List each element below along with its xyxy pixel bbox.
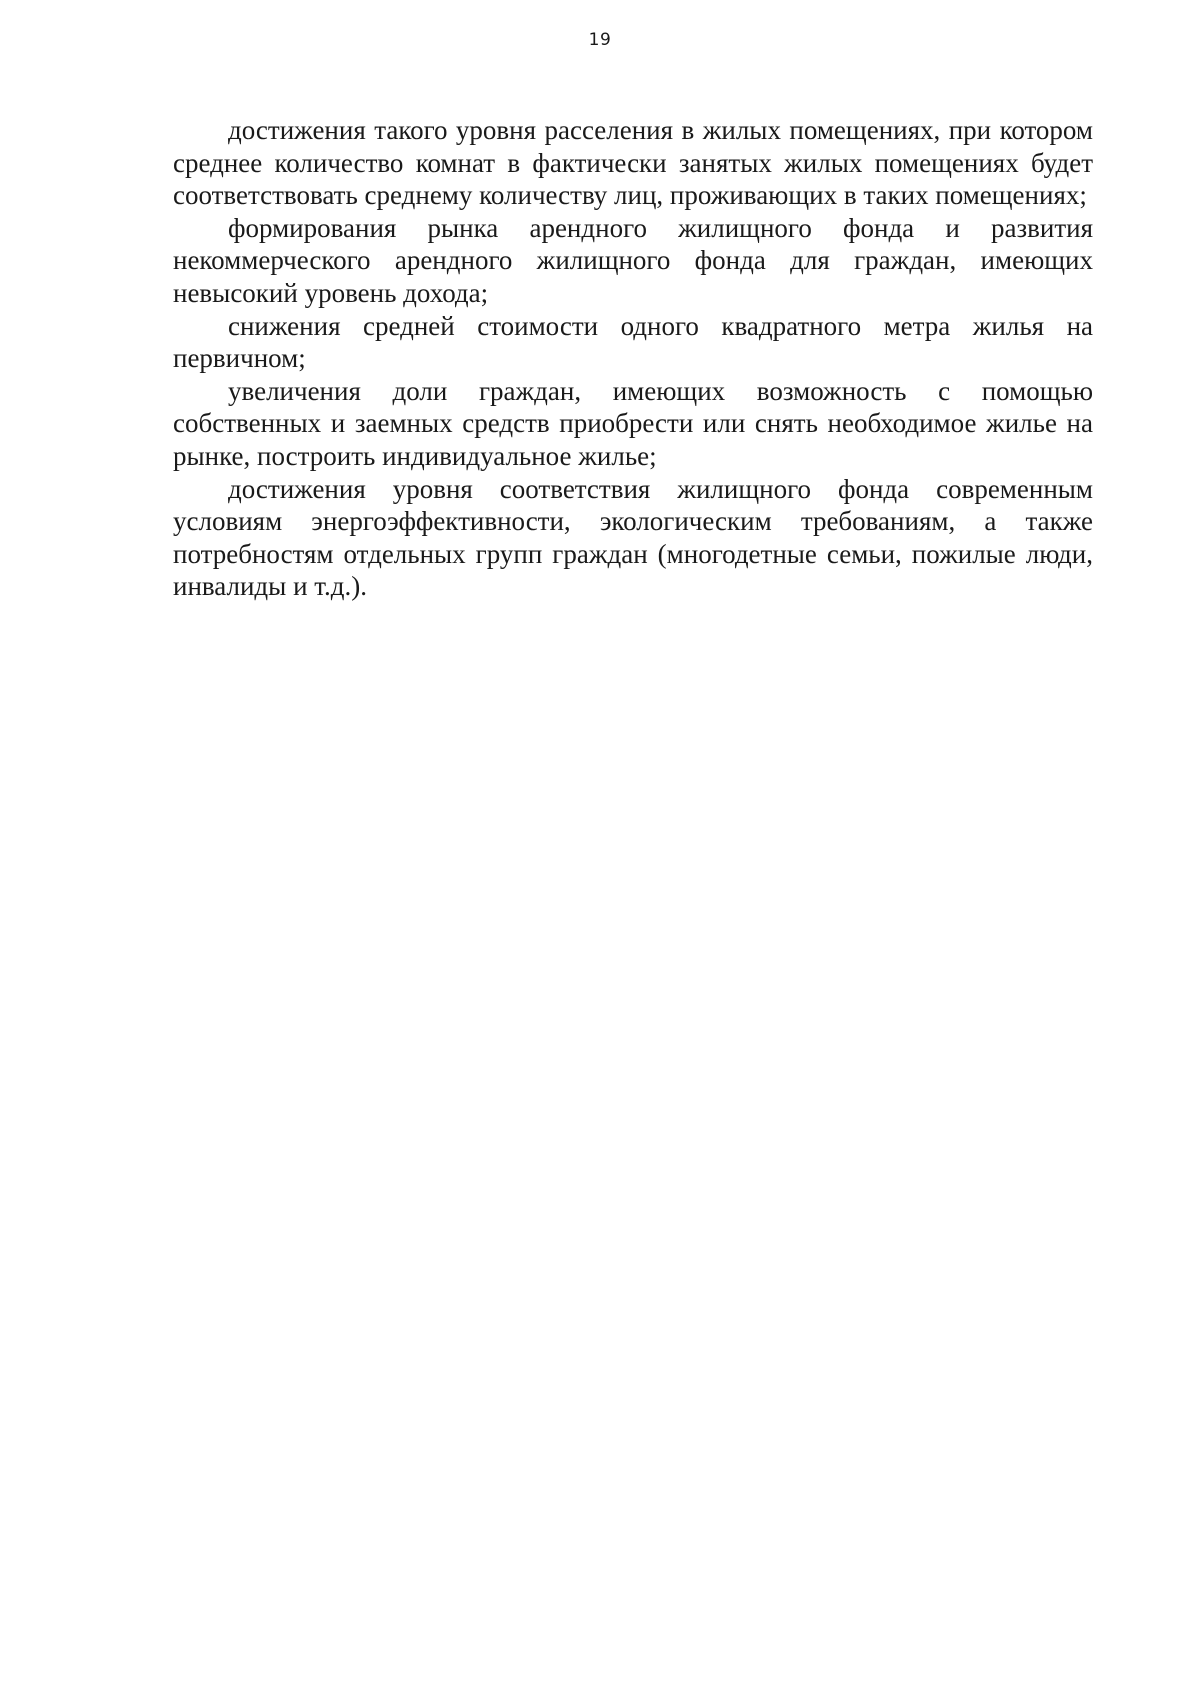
paragraph-price-reduction: снижения средней стоимости одного квадратного метра жилья на первичном;	[173, 310, 1093, 374]
paragraph-housing-standards: достижения уровня соответствия жилищного фонда современным условиям энергоэффективности, экологическим требованиям, а также потребностям отдельных групп граждан (многодетные семьи, пожилые люди, инвалиды и т.д.).	[173, 473, 1093, 602]
document-body	[173, 114, 1093, 603]
page-number: 19	[588, 30, 612, 50]
paragraph-rental-market: формирования рынка арендного жилищного фонда и развития некоммерческого арендного жилищного фонда для граждан, имеющих невысокий уровень дохода;	[173, 212, 1093, 308]
paragraph-affordability: увеличения доли граждан, имеющих возможность с помощью собственных и заемных средств приобрести или снять необходимое жилье на рынке, построить индивидуальное жилье;	[173, 375, 1093, 471]
paragraph-housing-settlement: достижения такого уровня расселения в жилых помещениях, при котором среднее количество комнат в фактически занятых жилых помещениях будет соответствовать среднему количеству лиц, проживающих в таких помещениях;	[173, 115, 1093, 211]
